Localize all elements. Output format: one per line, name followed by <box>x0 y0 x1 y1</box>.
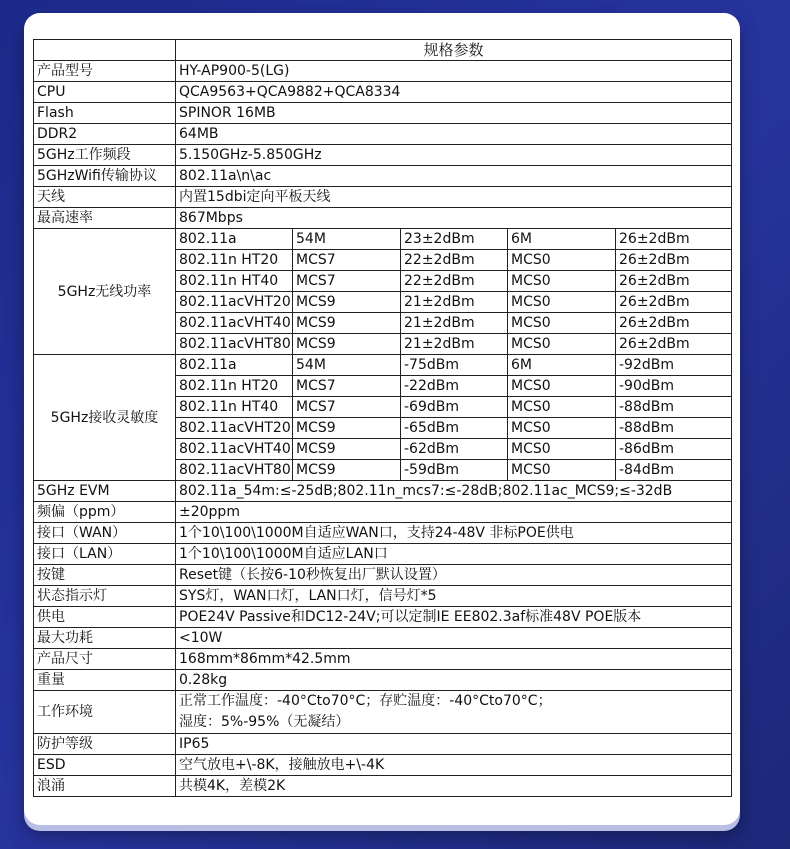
row-label: 最大功耗 <box>34 628 176 649</box>
row-label: 重量 <box>34 670 176 691</box>
group-cell: 802.11acVHT20 <box>176 292 293 313</box>
group-cell: 802.11acVHT40 <box>176 439 293 460</box>
group-cell: MCS0 <box>508 313 616 334</box>
table-row <box>34 670 732 691</box>
table-row <box>34 355 732 376</box>
row-label: 接口（LAN） <box>34 544 176 565</box>
group-cell: 802.11acVHT80 <box>176 334 293 355</box>
row-value: POE24V Passive和DC12-24V;可以定制IE EE802.3af标准48V POE版本 <box>176 607 732 628</box>
row-label: 工作环境 <box>34 691 176 734</box>
row-value: 1个10\100\1000M自适应LAN口 <box>176 544 732 565</box>
row-label: 防护等级 <box>34 734 176 755</box>
row-label: 产品型号 <box>34 61 176 82</box>
row-value: SPINOR 16MB <box>176 103 732 124</box>
group-cell: 802.11acVHT40 <box>176 313 293 334</box>
group-cell: 6M <box>508 355 616 376</box>
table-row <box>34 82 732 103</box>
table-row-environment <box>34 691 732 734</box>
environment-line-1: 正常工作温度：-40°Cto70°C；存贮温度：-40°Cto70°C； <box>179 693 552 709</box>
group-cell: 23±2dBm <box>401 229 508 250</box>
group-cell: MCS7 <box>293 271 401 292</box>
row-value: 内置15dbi定向平板天线 <box>176 187 732 208</box>
row-value: 802.11a_54m:≤-25dB;802.11n_mcs7:≤-28dB;802.11ac_MCS9;≤-32dB <box>176 481 732 502</box>
row-label: Flash <box>34 103 176 124</box>
group-cell: MCS7 <box>293 397 401 418</box>
table-title-row <box>34 40 732 61</box>
group-cell: 802.11n HT40 <box>176 397 293 418</box>
group-cell: 802.11acVHT80 <box>176 460 293 481</box>
row-value: ±20ppm <box>176 502 732 523</box>
table-row <box>34 776 732 797</box>
table-row <box>34 124 732 145</box>
row-label: 产品尺寸 <box>34 649 176 670</box>
row-label: 供电 <box>34 607 176 628</box>
group-cell: 21±2dBm <box>401 313 508 334</box>
group-cell: 802.11n HT20 <box>176 250 293 271</box>
group-cell: -92dBm <box>616 355 732 376</box>
group-cell: -69dBm <box>401 397 508 418</box>
row-label: 频偏（ppm） <box>34 502 176 523</box>
row-label: 状态指示灯 <box>34 586 176 607</box>
spec-table <box>33 39 732 797</box>
group-cell: 21±2dBm <box>401 292 508 313</box>
row-value: QCA9563+QCA9882+QCA8334 <box>176 82 732 103</box>
group-cell: 802.11a <box>176 355 293 376</box>
group-cell: -59dBm <box>401 460 508 481</box>
group-cell: MCS9 <box>293 418 401 439</box>
table-title: 规格参数 <box>176 40 732 61</box>
group-cell: 802.11n HT20 <box>176 376 293 397</box>
table-row <box>34 61 732 82</box>
table-row <box>34 734 732 755</box>
group-cell: -88dBm <box>616 397 732 418</box>
table-row <box>34 523 732 544</box>
group-cell: 26±2dBm <box>616 271 732 292</box>
group-cell: 802.11acVHT20 <box>176 418 293 439</box>
row-value: IP65 <box>176 734 732 755</box>
group-cell: MCS7 <box>293 376 401 397</box>
group-cell: 26±2dBm <box>616 229 732 250</box>
group-cell: MCS7 <box>293 250 401 271</box>
group-cell: 6M <box>508 229 616 250</box>
group-label: 5GHz接收灵敏度 <box>34 355 176 481</box>
table-row <box>34 166 732 187</box>
table-row <box>34 544 732 565</box>
row-value: 168mm*86mm*42.5mm <box>176 649 732 670</box>
row-value: 0.28kg <box>176 670 732 691</box>
table-row <box>34 145 732 166</box>
table-row <box>34 208 732 229</box>
table-row <box>34 607 732 628</box>
group-cell: MCS9 <box>293 439 401 460</box>
group-cell: -75dBm <box>401 355 508 376</box>
group-cell: MCS9 <box>293 292 401 313</box>
group-cell: 22±2dBm <box>401 250 508 271</box>
group-cell: MCS0 <box>508 292 616 313</box>
group-cell: 26±2dBm <box>616 250 732 271</box>
table-row <box>34 628 732 649</box>
group-cell: -86dBm <box>616 439 732 460</box>
group-cell: MCS0 <box>508 418 616 439</box>
group-cell: MCS0 <box>508 460 616 481</box>
table-row <box>34 565 732 586</box>
environment-line-2: 湿度：5%-95%（无凝结） <box>179 714 350 730</box>
group-cell: -65dBm <box>401 418 508 439</box>
group-cell: -22dBm <box>401 376 508 397</box>
group-cell: 26±2dBm <box>616 334 732 355</box>
title-blank-cell <box>34 40 176 61</box>
row-value: 64MB <box>176 124 732 145</box>
row-value: SYS灯，WAN口灯，LAN口灯，信号灯*5 <box>176 586 732 607</box>
group-cell: 21±2dBm <box>401 334 508 355</box>
table-row <box>34 502 732 523</box>
group-cell: MCS0 <box>508 334 616 355</box>
row-value: <10W <box>176 628 732 649</box>
row-label: 接口（WAN） <box>34 523 176 544</box>
row-value: HY-AP900-5(LG) <box>176 61 732 82</box>
row-label: DDR2 <box>34 124 176 145</box>
row-value: 802.11a\n\ac <box>176 166 732 187</box>
spec-card <box>24 13 740 825</box>
group-cell: MCS0 <box>508 250 616 271</box>
group-cell: MCS0 <box>508 397 616 418</box>
row-value: 1个10\100\1000M自适应WAN口，支持24-48V 非标POE供电 <box>176 523 732 544</box>
row-label: 5GHz EVM <box>34 481 176 502</box>
group-cell: -88dBm <box>616 418 732 439</box>
row-label: 浪涌 <box>34 776 176 797</box>
group-cell: 54M <box>293 355 401 376</box>
row-label: 天线 <box>34 187 176 208</box>
table-row <box>34 755 732 776</box>
group-cell: 26±2dBm <box>616 313 732 334</box>
group-cell: MCS0 <box>508 376 616 397</box>
row-label: ESD <box>34 755 176 776</box>
group-cell: 802.11a <box>176 229 293 250</box>
group-cell: MCS0 <box>508 439 616 460</box>
table-row <box>34 586 732 607</box>
group-cell: -84dBm <box>616 460 732 481</box>
group-cell: MCS9 <box>293 460 401 481</box>
group-cell: 26±2dBm <box>616 292 732 313</box>
group-cell: 802.11n HT40 <box>176 271 293 292</box>
row-value: 867Mbps <box>176 208 732 229</box>
group-cell: -90dBm <box>616 376 732 397</box>
group-cell: MCS0 <box>508 271 616 292</box>
row-label: 按键 <box>34 565 176 586</box>
table-row <box>34 229 732 250</box>
row-label: 最高速率 <box>34 208 176 229</box>
environment-value <box>176 691 732 734</box>
group-cell: -62dBm <box>401 439 508 460</box>
group-cell: 54M <box>293 229 401 250</box>
table-row <box>34 481 732 502</box>
group-cell: 22±2dBm <box>401 271 508 292</box>
row-value: 5.150GHz-5.850GHz <box>176 145 732 166</box>
group-cell: MCS9 <box>293 334 401 355</box>
row-label: 5GHz工作频段 <box>34 145 176 166</box>
row-value: Reset键（长按6-10秒恢复出厂默认设置） <box>176 565 732 586</box>
row-value: 共模4K，差模2K <box>176 776 732 797</box>
group-label: 5GHz无线功率 <box>34 229 176 355</box>
table-row <box>34 649 732 670</box>
table-row <box>34 187 732 208</box>
row-label: CPU <box>34 82 176 103</box>
row-value: 空气放电+\-8K，接触放电+\-4K <box>176 755 732 776</box>
table-row <box>34 103 732 124</box>
row-label: 5GHzWifi传输协议 <box>34 166 176 187</box>
group-cell: MCS9 <box>293 313 401 334</box>
